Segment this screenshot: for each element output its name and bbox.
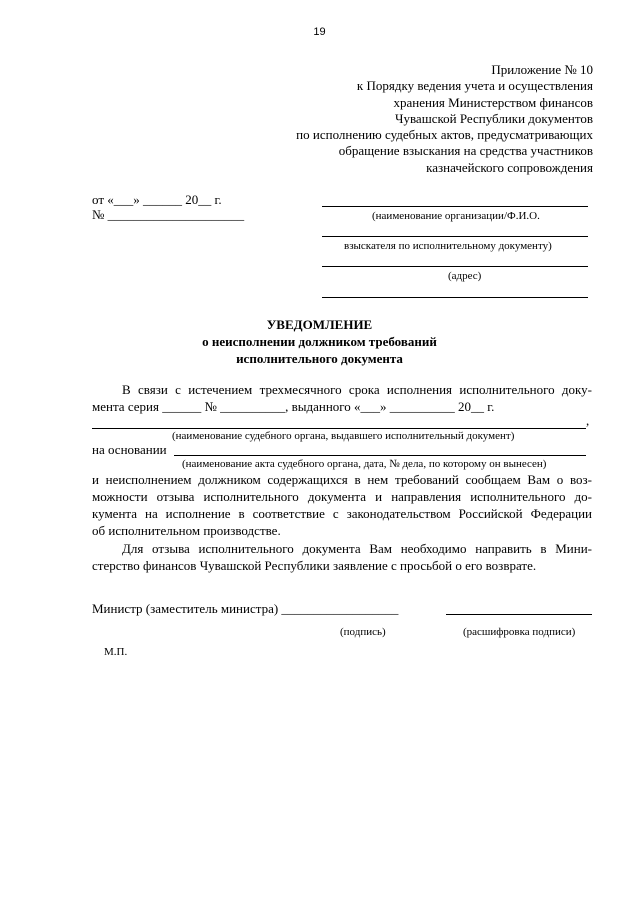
- page-number: 19: [313, 26, 326, 38]
- attachment-line: к Порядку ведения учета и осуществления: [356, 78, 593, 94]
- claimant-caption: взыскателя по исполнительному документу): [344, 240, 552, 252]
- comma: ,: [586, 413, 590, 428]
- signature-caption: (подпись): [340, 626, 386, 638]
- document-subtitle-2: исполнительного документа: [236, 351, 403, 366]
- attachment-line: обращение взыскания на средства участников: [338, 143, 593, 159]
- basis-line: [174, 455, 586, 456]
- stamp-place: М.П.: [104, 646, 128, 658]
- paragraph-3-line-1: Для отзыва исполнительного документа Вам необходимо направить в Мини-: [122, 541, 592, 556]
- court-name-line: [92, 428, 586, 429]
- paragraph-2-line-4: об исполнительном производстве.: [92, 523, 281, 538]
- decoding-caption: (расшифровка подписи): [463, 626, 576, 638]
- paragraph-3-line-2: стерство финансов Чувашской Республики заявление с просьбой о его возврате.: [92, 558, 537, 573]
- claimant-line: [322, 236, 588, 237]
- address-line-2: [322, 297, 588, 298]
- minister-signature-label: Министр (заместитель министра) __________________: [92, 601, 399, 616]
- number-field: № _____________________: [92, 207, 245, 222]
- signature-decoding-line: [446, 614, 592, 615]
- document-title: УВЕДОМЛЕНИЕ: [266, 317, 373, 332]
- attachment-line: по исполнению судебных актов, предусматривающих: [296, 127, 593, 143]
- paragraph-1-line-1: В связи с истечением трехмесячного срока исполнения исполнительного доку-: [122, 382, 592, 397]
- paragraph-1-line-2: мента серия ______ № __________, выданного «___» __________ 20__ г.: [92, 399, 495, 414]
- basis-label: на основании: [92, 442, 167, 457]
- attachment-block: [296, 62, 593, 176]
- date-field: от «___» ______ 20__ г.: [92, 192, 222, 207]
- org-caption: (наименование организации/Ф.И.О.: [372, 210, 540, 222]
- court-caption: (наименование судебного органа, выдавшего исполнительный документ): [172, 430, 515, 442]
- address-caption: (адрес): [448, 270, 482, 282]
- org-name-line: [322, 206, 588, 207]
- address-line: [322, 266, 588, 267]
- document-subtitle: о неисполнении должником требований: [202, 334, 437, 349]
- paragraph-2-line-1: и неисполнением должником содержащихся в нем требований сообщаем Вам о воз-: [92, 472, 592, 487]
- attachment-line: Приложение № 10: [491, 62, 593, 77]
- paragraph-2-line-2: можности отзыва исполнительного документа и направления исполнительного до-: [92, 489, 592, 504]
- act-caption: (наименование акта судебного органа, дата, № дела, по которому он вынесен): [182, 458, 547, 470]
- attachment-line: казначейского сопровождения: [426, 159, 593, 175]
- attachment-line: хранения Министерством финансов: [393, 94, 593, 110]
- attachment-line: Чувашской Республики документов: [395, 110, 593, 126]
- paragraph-2-line-3: кумента на исполнение в соответствие с законодательством Российской Федерации: [92, 506, 592, 521]
